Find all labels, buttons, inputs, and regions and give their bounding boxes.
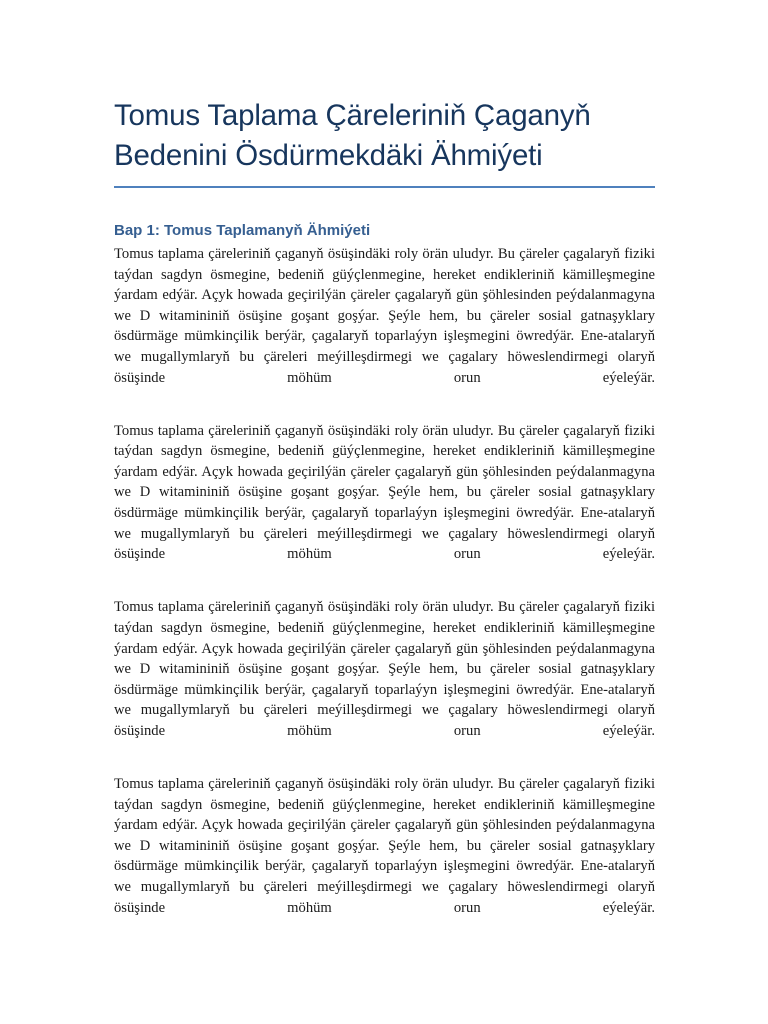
body-paragraph-4: Tomus taplama çäreleriniň çaganyň ösüşindäki roly örän uludyr. Bu çäreler çagalaryň fiziki taýdan sagdyn ösmegine, bedeniň güýçlenmegine, hereket endikleriniň kämilleşmegine ýardam edýär. Açyk howada geçirilýän çäreler çagalaryň gün şöhlesinden peýdalanmagyna we D witamininiň ösüşine goşant goşýar. Şeýle hem, bu çäreler sosial gatnaşyklary ösdürmäge mümkinçilik berýär, çagalaryň toparlaýyn işleşmegini öwredýär. Ene-atalaryň we mugallymlaryň bu çäreleri meýilleşdirmegi we çagalary höweslendirmegi olaryň ösüşinde möhüm orun eýeleýär. bbox=[114, 775, 655, 916]
body-paragraph-2: Tomus taplama çäreleriniň çaganyň ösüşindäki roly örän uludyr. Bu çäreler çagalaryň fiziki taýdan sagdyn ösmegine, bedeniň güýçlenmegine, hereket endikleriniň kämilleşmegine ýardam edýär. Açyk howada geçirilýän çäreler çagalaryň gün şöhlesinden peýdalanmagyna we D witamininiň ösüşine goşant goşýar. Şeýle hem, bu çäreler sosial gatnaşyklary ösdürmäge mümkinçilik berýär, çagalaryň toparlaýyn işleşmegini öwredýär. Ene-atalaryň we mugallymlaryň bu çäreleri meýilleşdirmegi we çagalary höweslendirmegi olaryň ösüşinde möhüm orun eýeleýär. bbox=[114, 422, 655, 563]
document-title bbox=[114, 0, 655, 176]
title-line-2: Bedenini Ösdürmekdäki Ähmiýeti bbox=[114, 139, 543, 172]
section-heading: Bap 1: Tomus Taplamanyň Ähmiýeti bbox=[114, 222, 371, 239]
body-paragraph-3: Tomus taplama çäreleriniň çaganyň ösüşindäki roly örän uludyr. Bu çäreler çagalaryň fiziki taýdan sagdyn ösmegine, bedeniň güýçlenmegine, hereket endikleriniň kämilleşmegine ýardam edýär. Açyk howada geçirilýän çäreler çagalaryň gün şöhlesinden peýdalanmagyna we D witamininiň ösüşine goşant goşýar. Şeýle hem, bu çäreler sosial gatnaşyklary ösdürmäge mümkinçilik berýär, çagalaryň toparlaýyn işleşmegini öwredýär. Ene-atalaryň we mugallymlaryň bu çäreleri meýilleşdirmegi we çagalary höweslendirmegi olaryň ösüşinde möhüm orun eýeleýär. bbox=[114, 599, 655, 739]
title-line-1: Tomus Taplama Çäreleriniň Çaganyň bbox=[114, 99, 591, 132]
document-page bbox=[114, 0, 655, 918]
title-underline bbox=[114, 186, 655, 188]
body-paragraph-1: Tomus taplama çäreleriniň çaganyň ösüşindäki roly örän uludyr. Bu çäreler çagalaryň fiziki taýdan sagdyn ösmegine, bedeniň güýçlenmegine, hereket endikleriniň kämilleşmegine ýardam edýär. Açyk howada geçirilýän çäreler çagalaryň gün şöhlesinden peýdalanmagyna we D witamininiň ösüşine goşant goşýar. Şeýle hem, bu çäreler sosial gatnaşyklary ösdürmäge mümkinçilik berýär, çagalaryň toparlaýyn işleşmegini öwredýär. Ene-atalaryň we mugallymlaryň bu çäreleri meýilleşdirmegi we çagalary höweslendirmegi olaryň ösüşinde möhüm orun eýeleýär. bbox=[114, 246, 655, 386]
